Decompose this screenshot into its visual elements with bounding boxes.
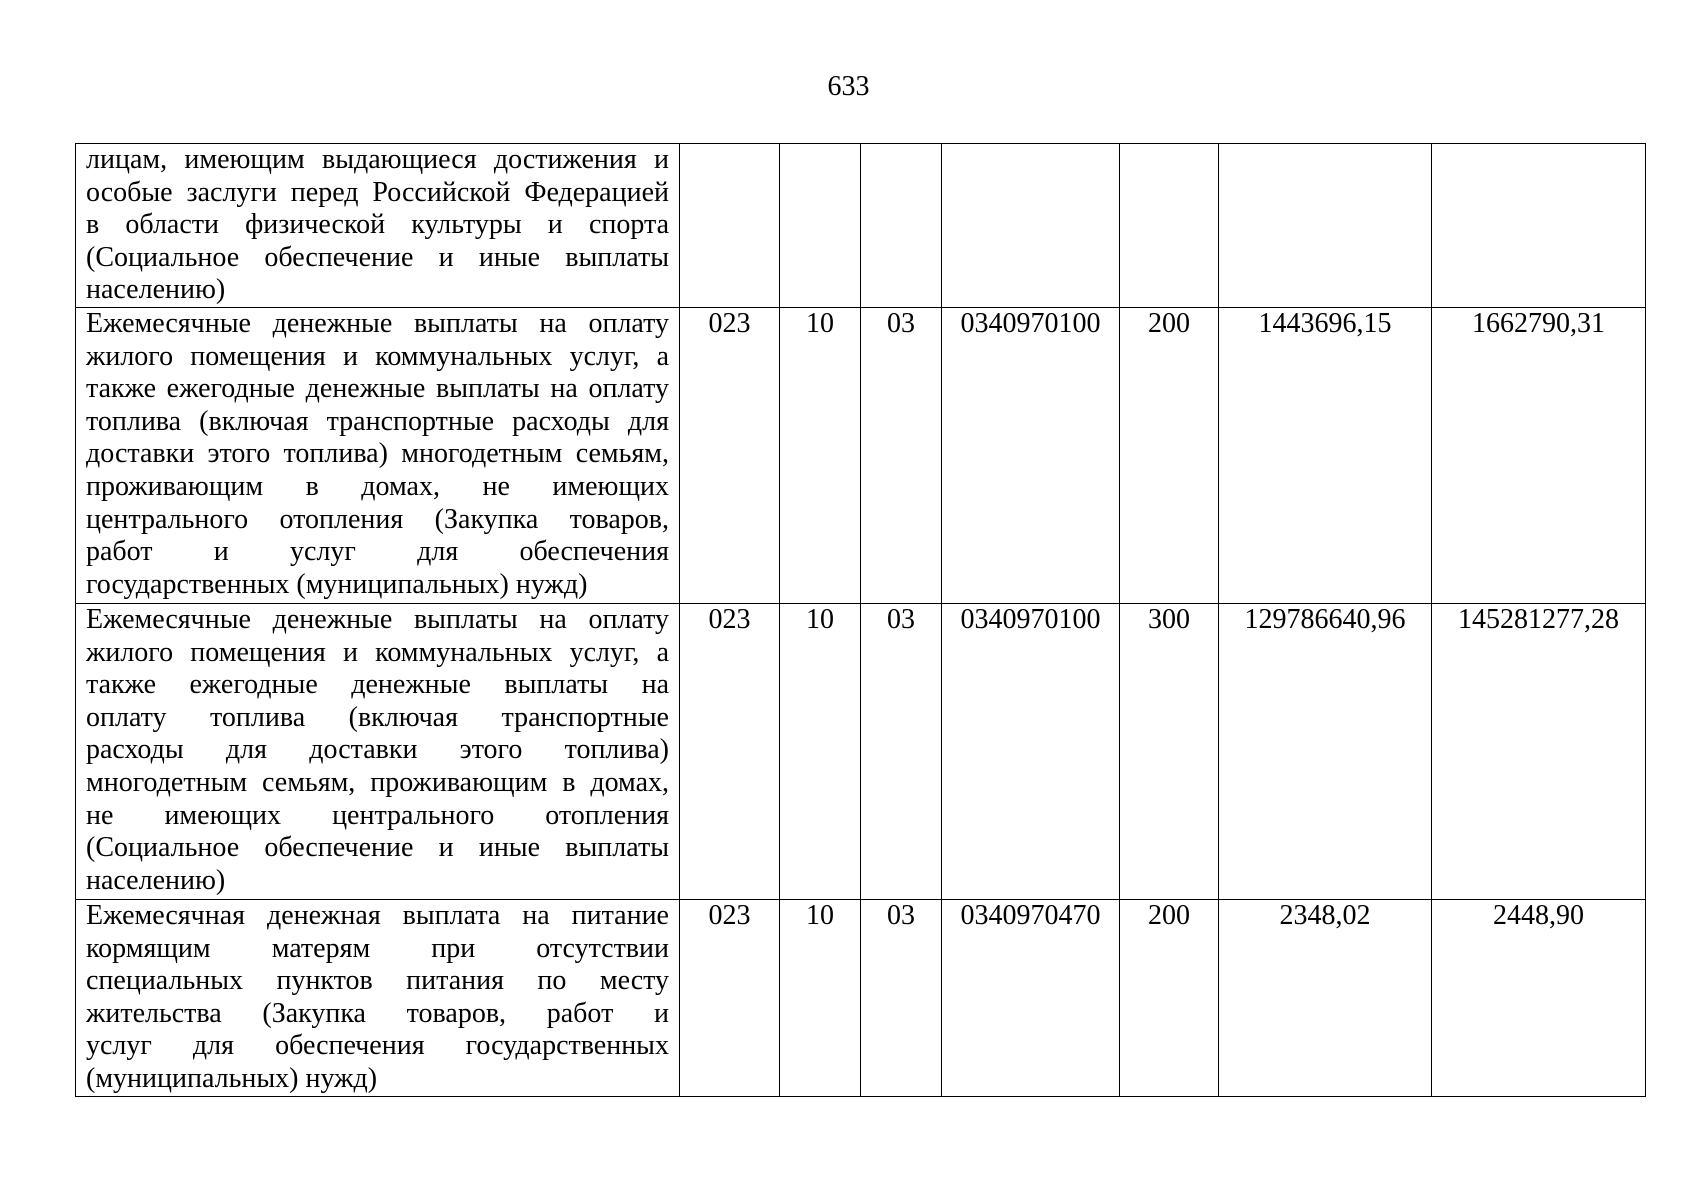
description-line: также ежегодные денежные выплаты на оплату (86, 373, 669, 405)
description-line: кормящим матерям при отсутствии (86, 932, 669, 964)
description-line: (Социальное обеспечение и иные выплаты (86, 241, 669, 273)
table-row (76, 899, 1646, 1096)
description-cell (76, 603, 680, 899)
description-line: проживающим в домах, не имеющих (86, 470, 669, 502)
description-line: работ и услуг для обеспечения (86, 536, 669, 568)
amount-second-year-cell: 2448,90 (1432, 899, 1646, 1096)
subsection-code-cell: 03 (861, 307, 942, 603)
description-line: жилого помещения и коммунальных услуг, а (86, 636, 669, 668)
description-line: не имеющих центрального отопления (86, 799, 669, 831)
page-number: 633 (827, 71, 870, 102)
description-line: Ежемесячная денежная выплата на питание (86, 899, 669, 931)
description-line: услуг для обеспечения государственных (86, 1030, 669, 1062)
description-line: государственных (муниципальных) нужд) (86, 568, 588, 600)
amount-second-year-cell (1432, 144, 1646, 308)
description-line: центрального отопления (Закупка товаров, (86, 503, 669, 535)
target-article-cell (942, 144, 1120, 308)
description-line: населению) (86, 274, 226, 306)
target-article-cell: 0340970100 (942, 307, 1120, 603)
subsection-code-cell: 03 (861, 899, 942, 1096)
description-line: (Социальное обеспечение и иные выплаты (86, 832, 669, 864)
description-line: расходы для доставки этого топлива) (86, 734, 669, 766)
table-row (76, 603, 1646, 899)
description-line: лицам, имеющим выдающиеся достижения и (86, 144, 669, 175)
ministry-code-cell: 023 (680, 307, 780, 603)
ministry-code-cell: 023 (680, 603, 780, 899)
description-line: топлива (включая транспортные расходы для (86, 405, 669, 437)
ministry-code-cell (680, 144, 780, 308)
target-article-cell: 0340970100 (942, 603, 1120, 899)
section-code-cell: 10 (780, 603, 861, 899)
section-code-cell: 10 (780, 899, 861, 1096)
description-cell (76, 144, 680, 308)
target-article-cell: 0340970470 (942, 899, 1120, 1096)
subsection-code-cell: 03 (861, 603, 942, 899)
description-line: также ежегодные денежные выплаты на (86, 669, 669, 701)
description-line: в области физической культуры и спорта (86, 209, 669, 241)
description-line: жилого помещения и коммунальных услуг, а (86, 340, 669, 372)
section-code-cell: 10 (780, 307, 861, 603)
budget-table-body (76, 144, 1646, 1097)
description-line: населению) (86, 864, 226, 896)
amount-second-year-cell: 145281277,28 (1432, 603, 1646, 899)
description-cell (76, 307, 680, 603)
subsection-code-cell (861, 144, 942, 308)
amount-first-year-cell (1219, 144, 1432, 308)
description-line: оплату топлива (включая транспортные (86, 701, 669, 733)
section-code-cell (780, 144, 861, 308)
amount-first-year-cell: 129786640,96 (1219, 603, 1432, 899)
expense-type-cell: 200 (1120, 899, 1219, 1096)
amount-second-year-cell: 1662790,31 (1432, 307, 1646, 603)
description-line: Ежемесячные денежные выплаты на оплату (86, 603, 669, 635)
description-line: особые заслуги перед Российской Федерацией (86, 176, 669, 208)
description-line: жительства (Закупка товаров, работ и (86, 997, 669, 1029)
expense-type-cell: 200 (1120, 307, 1219, 603)
ministry-code-cell: 023 (680, 899, 780, 1096)
expense-type-cell: 300 (1120, 603, 1219, 899)
description-line: специальных пунктов питания по месту (86, 965, 669, 997)
expense-type-cell (1120, 144, 1219, 308)
description-cell (76, 899, 680, 1096)
table-row (76, 144, 1646, 308)
description-line: многодетным семьям, проживающим в домах, (86, 766, 669, 798)
table-row (76, 307, 1646, 603)
budget-table (75, 143, 1646, 1097)
amount-first-year-cell: 1443696,15 (1219, 307, 1432, 603)
description-line: Ежемесячные денежные выплаты на оплату (86, 307, 669, 339)
description-line: (муниципальных) нужд) (86, 1062, 378, 1094)
amount-first-year-cell: 2348,02 (1219, 899, 1432, 1096)
description-line: доставки этого топлива) многодетным семьям, (86, 438, 669, 470)
